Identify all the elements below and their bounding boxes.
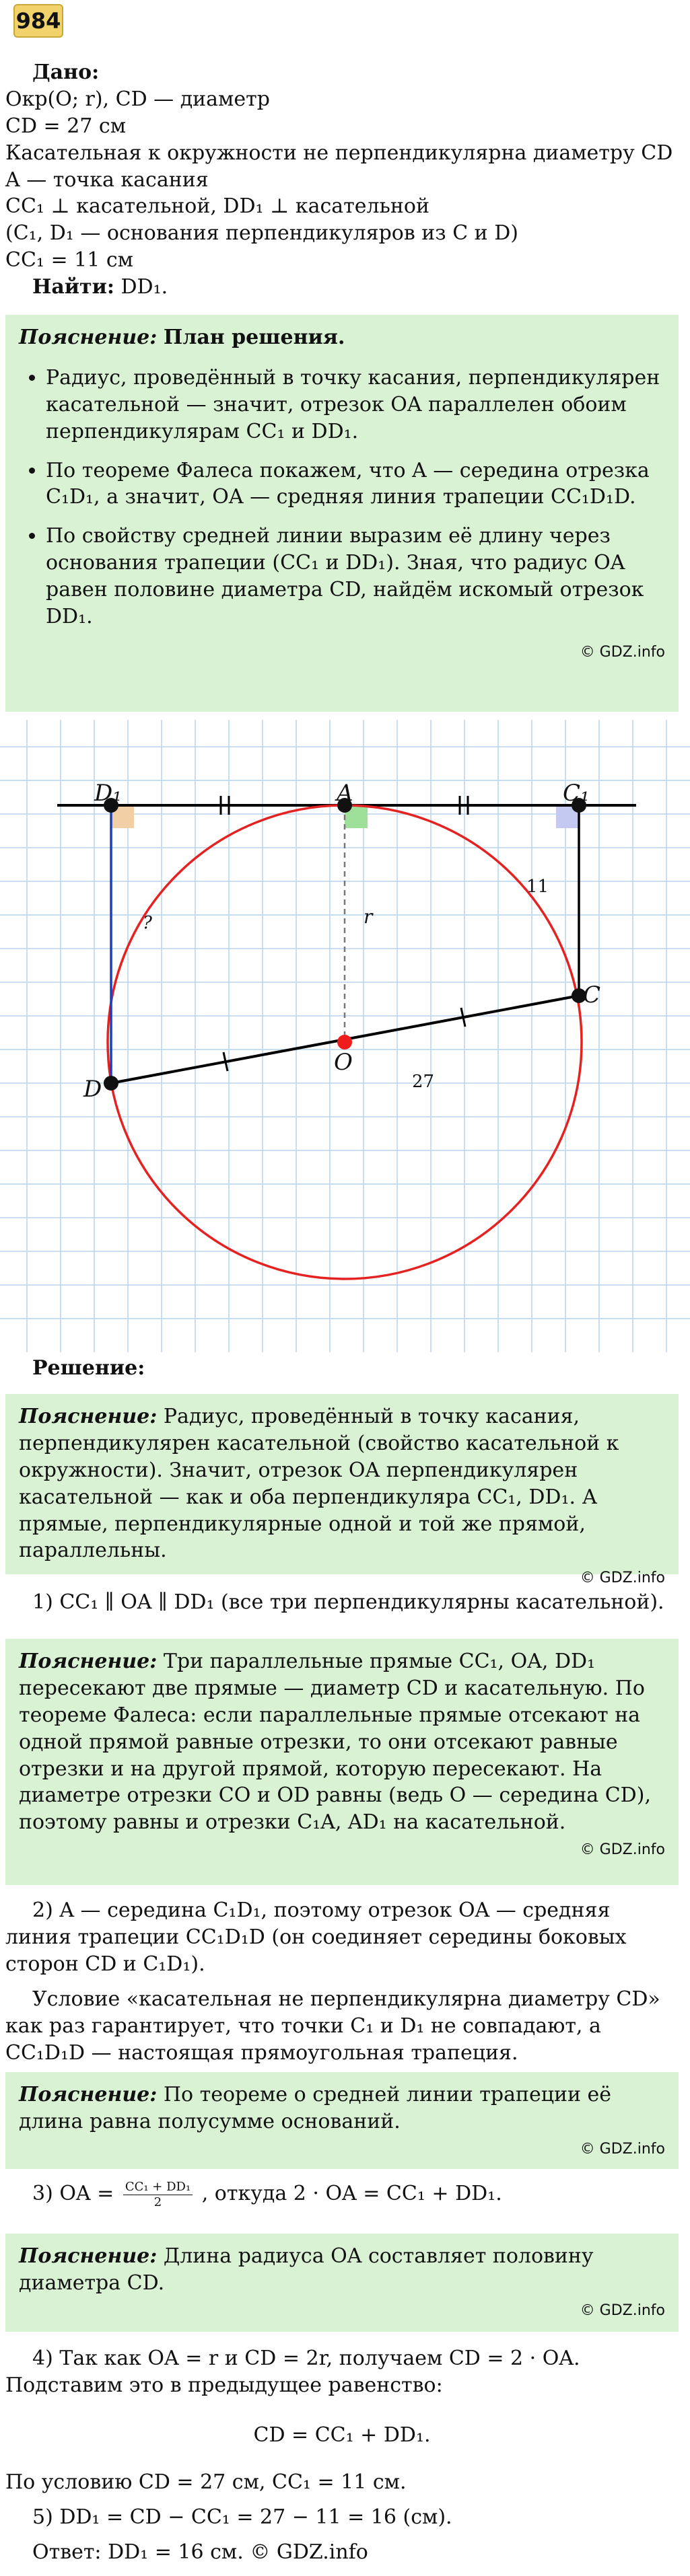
step-3-suffix: , откуда 2 · OA = CC₁ + DD₁. [201,2182,502,2206]
label-o: O [334,1049,353,1076]
find-label: Найти: [32,275,114,299]
label-11: 11 [526,877,549,897]
step-4-equation: CD = CC₁ + DD₁. [253,2423,431,2447]
step-2: 2) A — середина C₁D₁, поэтому отрезок OA — средняя линия трапеции CC₁D₁D (он соединяет середины боковых сторон CD и C₁D₁). [5,1899,627,1976]
step-3 [5,2180,690,2220]
given-line: Касательная к окружности не перпендикулярна диаметру CD [5,141,673,165]
step-1: 1) CC₁ ∥ OA ∥ DD₁ (все три перпендикулярны касательной). [32,1590,664,1614]
watermark: © GDZ.info [580,1841,665,1859]
label-d: D [83,1076,102,1103]
solution-heading: Решение: [32,1356,145,1380]
explanation-box-3 [5,2072,679,2169]
label-question: ? [143,913,152,933]
plan-item: • По теореме Фалеса покажем, что A — середина отрезка C₁D₁, а значит, OA — средняя линия трапеции CC₁D₁D. [46,457,665,511]
explanation-label: Пояснение: [19,1405,158,1428]
label-27: 27 [412,1072,435,1092]
given-heading: Дано: [32,61,100,84]
explanation-text: Три параллельные прямые CC₁, OA, DD₁ пересекают две прямые — диаметр CD и касательную. По теореме Фалеса: если параллельные прямые отсекают на одной прямой равные отрезки, то они отсекают равные отрезки и на другой прямой, которую пересекают. На диаметре отрезки CO и OD равны (ведь O — середина CD), поэтому равны и отрезки C₁A, AD₁ на касательной. [19,1650,651,1835]
watermark: © GDZ.info [580,1570,665,1587]
explanation-text: По теореме о средней линии трапеции её длина равна полусумме оснований. [19,2083,612,2133]
problem-number: 984 [13,4,63,38]
given-line: Окр(O; r), CD — диаметр [5,87,270,111]
given-line: CD = 27 см [5,114,127,138]
given-line: CC₁ ⊥ касательной, DD₁ ⊥ касательной [5,194,429,219]
answer-line: Ответ: DD₁ = 16 см. © GDZ.info [32,2540,368,2564]
step-4: 4) Так как OA = r и CD = 2r, получаем CD = 2 · OA. Подставим это в предыдущее равенство: [5,2347,580,2397]
label-a: A [337,780,353,807]
watermark: © GDZ.info [580,2302,665,2319]
given-line: A — точка касания [5,168,209,192]
fraction [123,2180,193,2209]
explanation-box-2 [5,1639,679,1885]
watermark: © GDZ.info [580,2140,665,2158]
geometry-figure [0,720,690,1352]
label-c1: C₁ [563,780,590,807]
plan-title: План решения. [163,326,345,349]
find-value: DD₁. [120,275,168,299]
watermark: © GDZ.info [580,643,665,661]
label-r: r [364,906,373,928]
plan-label: Пояснение: [19,326,158,349]
step-2-note: Условие «касательная не перпендикулярна диаметру CD» как раз гарантирует, что точки C₁ и D₁ не совпадают, а CC₁D₁D — настоящая прямоугольная трапеция. [5,1987,660,2065]
condition-line: По условию CD = 27 см, CC₁ = 11 см. [5,2470,407,2494]
given-line: CC₁ = 11 см [5,248,133,272]
point-d [104,1076,118,1091]
explanation-label: Пояснение: [19,1650,158,1673]
step-3-prefix: 3) OA = [32,2182,114,2206]
fraction-denominator: 2 [153,2195,162,2209]
explanation-label: Пояснение: [19,2083,158,2106]
fraction-numerator: CC₁ + DD₁ [123,2180,193,2195]
plan-box [5,315,679,712]
label-d1: D₁ [94,780,122,807]
step-5: 5) DD₁ = CD − CC₁ = 27 − 11 = 16 (см). [32,2505,452,2529]
given-block [5,59,679,301]
explanation-text: Радиус, проведённый в точку касания, перпендикулярен касательной (свойство касательной к окружности). Значит, отрезок OA перпендикулярен касательной — как и оба перпендикуляра CC₁, DD₁. А прямые, перпендикулярные одной и той же прямой, параллельны. [19,1405,619,1563]
point-o [337,1035,352,1050]
label-c: C [583,982,601,1008]
explanation-box-4 [5,2234,679,2332]
plan-item: • По свойству средней линии выразим её длину через основания трапеции (CC₁ и DD₁). Зная, что радиус OA равен половине диаметра CD, найдём искомый отрезок DD₁. [46,523,665,630]
plan-item: • Радиус, проведённый в точку касания, перпендикулярен касательной — значит, отрезок OA параллелен обоим перпендикулярам CC₁ и DD₁. [46,365,665,445]
explanation-box-1 [5,1394,679,1587]
explanation-text: Длина радиуса OA составляет половину диаметра CD. [19,2244,594,2295]
find-line [5,274,679,301]
explanation-label: Пояснение: [19,2244,158,2268]
given-line: (C₁, D₁ — основания перпендикуляров из C и D) [5,221,518,246]
